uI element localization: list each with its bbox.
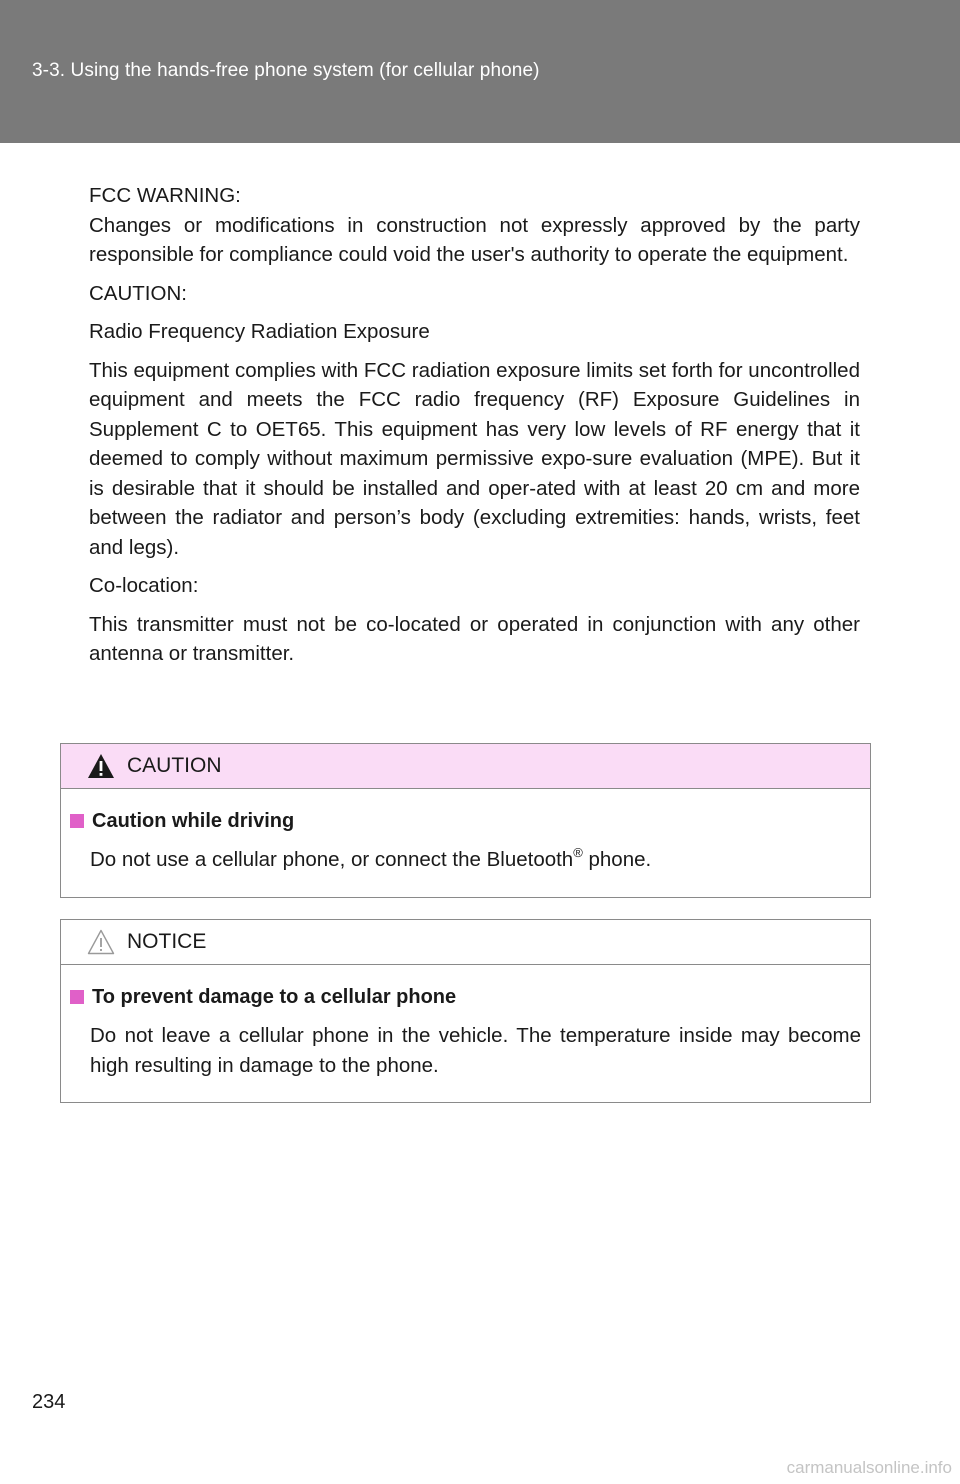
colocation-heading: Co-location:: [89, 574, 199, 597]
notice-box-header: [61, 920, 870, 965]
fcc-body: [89, 181, 860, 669]
notice-triangle-icon: [87, 929, 115, 955]
notice-item-heading: To prevent damage to a cellular phone: [70, 986, 456, 1009]
caution-item-text: Do not use a cellular phone, or connect the Bluetooth® phone.: [90, 845, 652, 871]
colocation-text: This transmitter must not be co-located or operated in conjunction with any other antenna or transmitter.: [89, 612, 860, 665]
caution-heading: CAUTION:: [89, 281, 187, 305]
header-band: [0, 0, 960, 143]
section-title: 3-3. Using the hands-free phone system (for cellular phone): [32, 60, 540, 81]
fcc-text: Changes or modifications in construction not expressly approved by the party responsible for compliance could void the user's authority to operate the equipment.: [89, 213, 860, 266]
caution-item-heading: Caution while driving: [70, 810, 294, 833]
bullet-square-icon: [70, 990, 84, 1004]
rf-text: This equipment complies with FCC radiation exposure limits set forth for uncontrolled equipment and meets the FCC radio frequency (RF) Exposure Guidelines in Supplement C to OET65. This equipment has very low levels of RF energy that it deemed to comply without maximum permissive expo-sure evaluation (MPE). But it is desirable that it should be installed and oper-ated with at least 20 cm and more between the radiator and person’s body (excluding extremities: hands, wrists, feet and legs).: [89, 358, 860, 559]
rf-heading: Radio Frequency Radiation Exposure: [89, 320, 430, 343]
notice-box-title: NOTICE: [127, 930, 207, 953]
watermark: carmanualsonline.info: [786, 1458, 952, 1477]
page-number: 234: [32, 1391, 66, 1413]
caution-box-title: CAUTION: [127, 754, 222, 777]
notice-box: [60, 919, 871, 1103]
fcc-heading: FCC WARNING:: [89, 184, 241, 207]
bullet-square-icon: [70, 814, 84, 828]
caution-box-header: [61, 744, 870, 789]
notice-item-text: Do not leave a cellular phone in the vehicle. The temperature inside may become high resulting in damage to the phone.: [90, 1024, 861, 1077]
caution-box: [60, 743, 871, 898]
warning-triangle-icon: [87, 753, 115, 779]
